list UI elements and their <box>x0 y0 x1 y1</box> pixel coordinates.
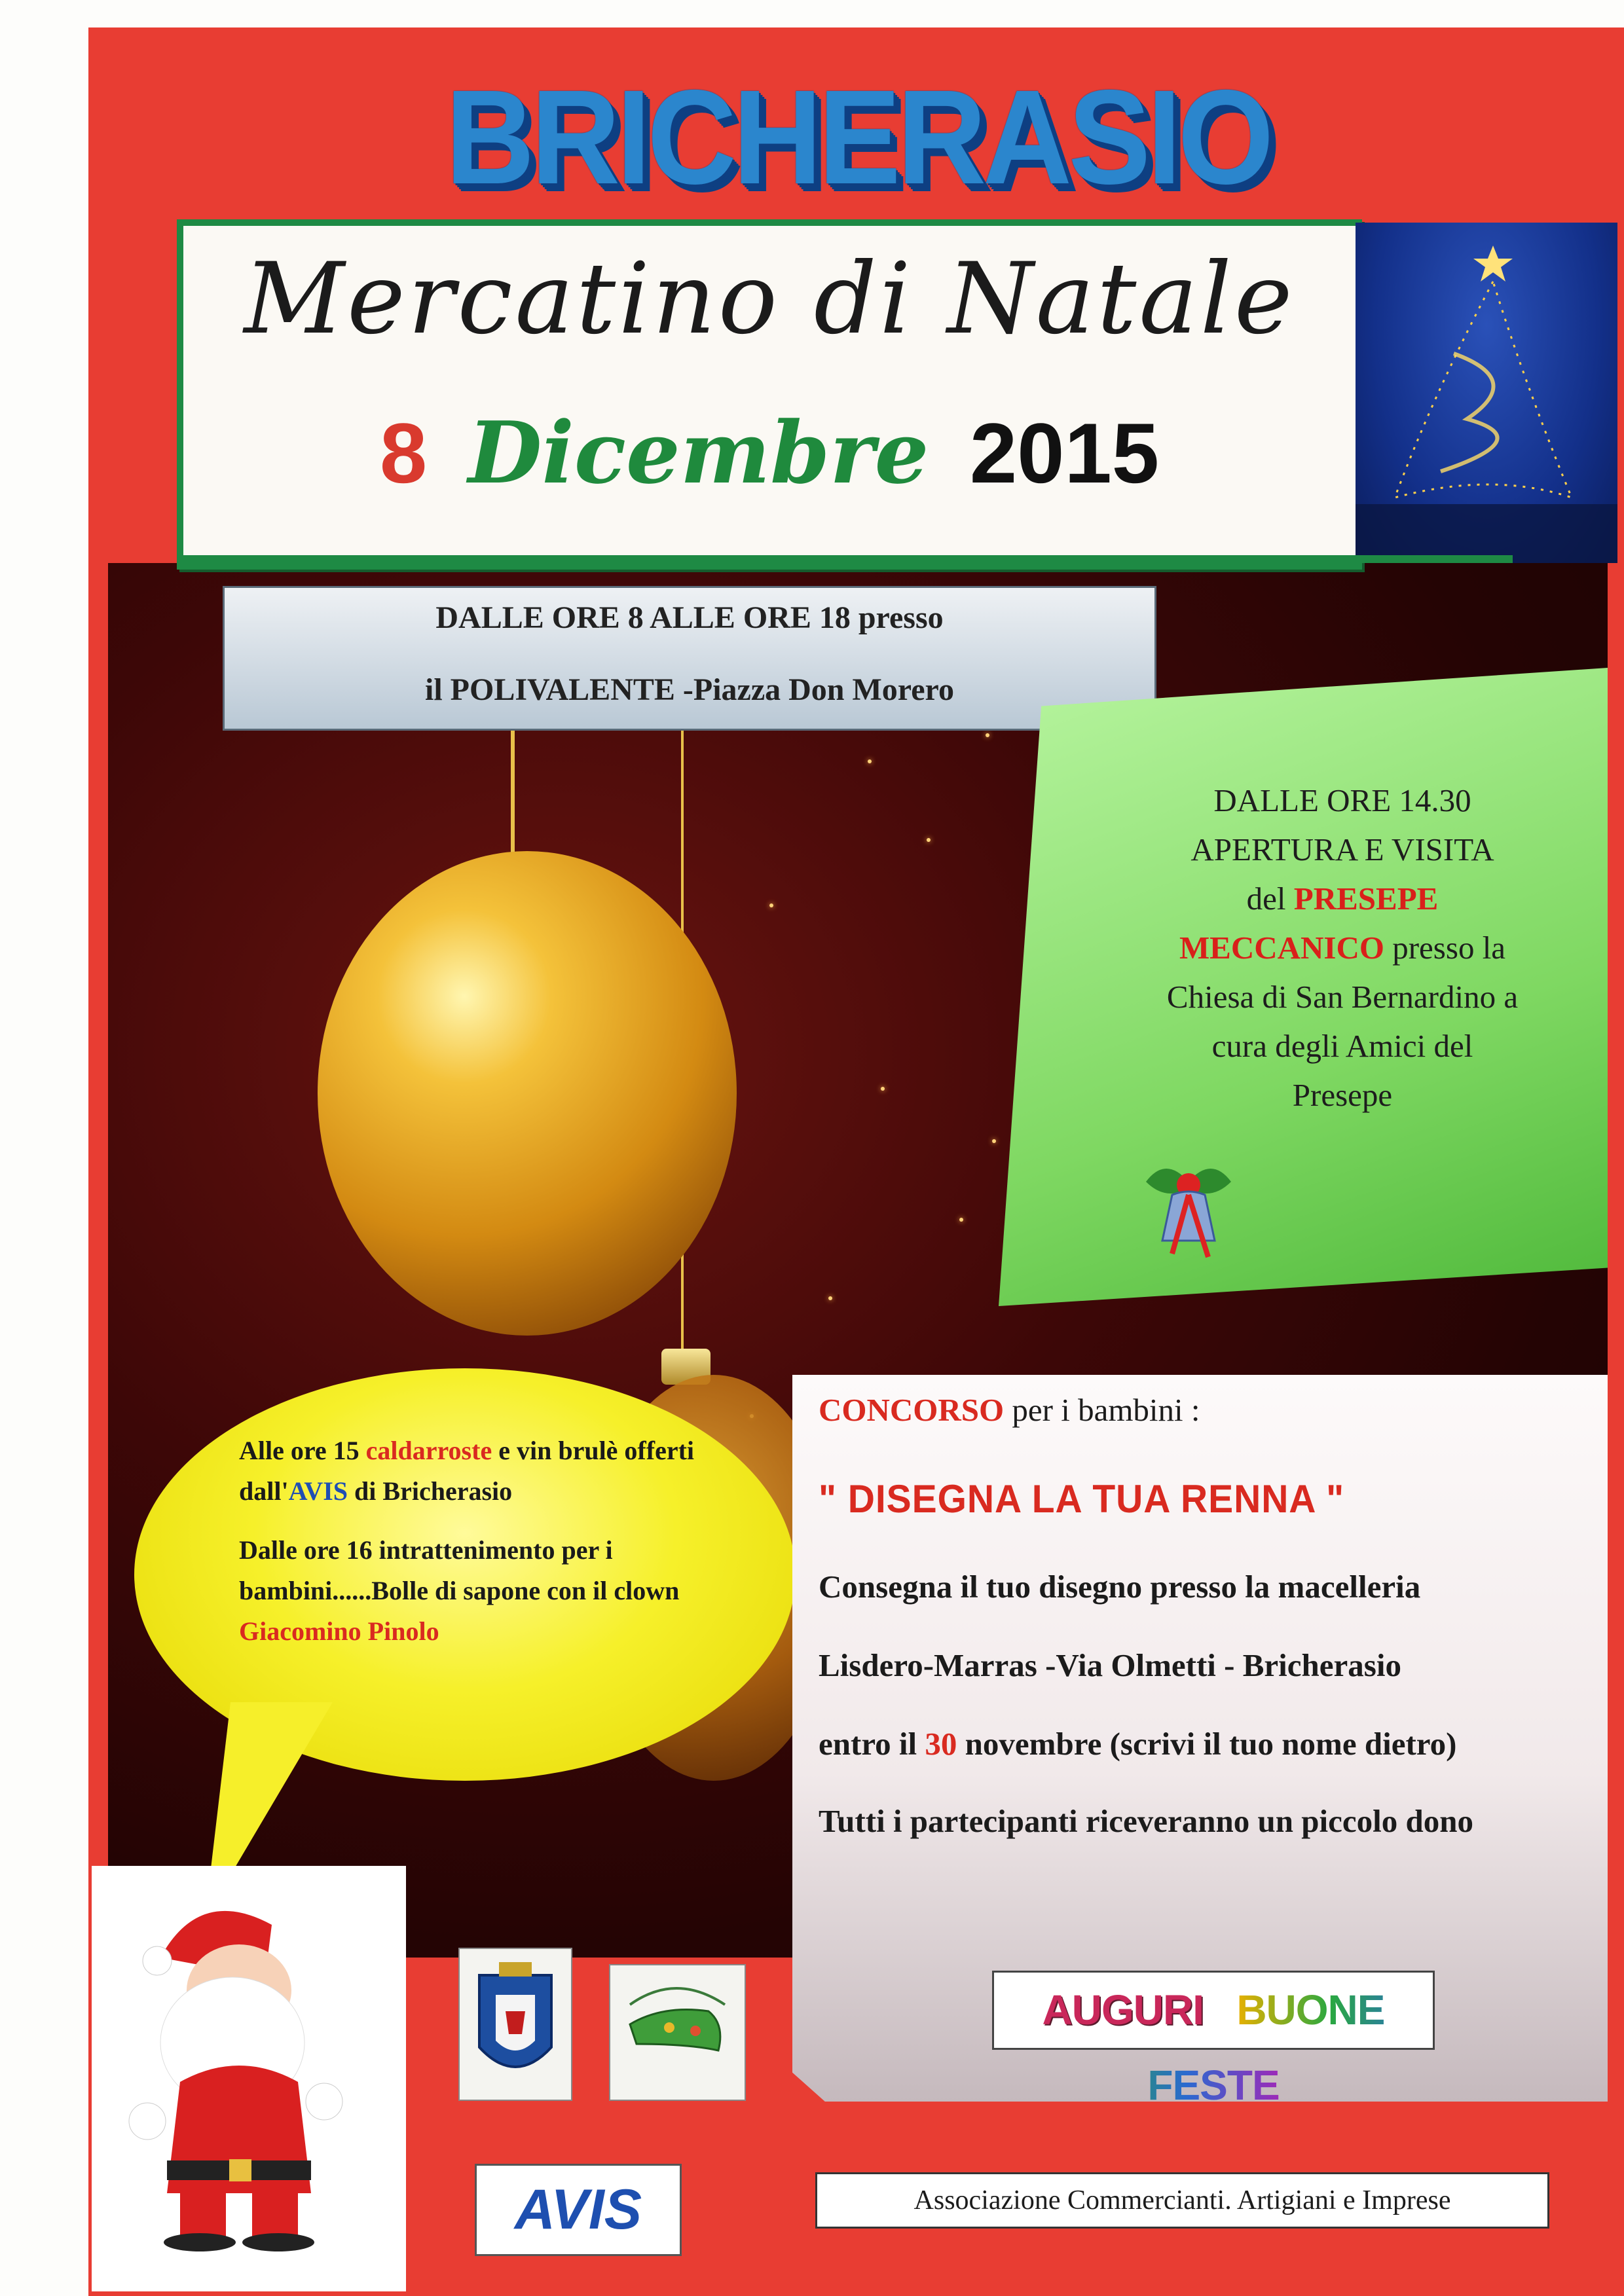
date-month: Dicembre <box>468 403 929 503</box>
ornament-string <box>511 727 515 858</box>
presepe-line: del PRESEPE <box>1246 881 1439 917</box>
footer-association: Associazione Commercianti. Artigiani e Imprese <box>815 2172 1549 2229</box>
greeting-banner <box>992 1971 1435 2109</box>
date-year: 2015 <box>969 405 1160 501</box>
star-tree-icon <box>1356 223 1617 563</box>
event-subtitle: Mercatino di Natale <box>244 242 1295 356</box>
presepe-line: DALLE ORE 14.30 <box>1213 782 1471 818</box>
presepe-line: MECCANICO presso la <box>1179 930 1506 966</box>
crest-icon <box>460 1949 571 2100</box>
town-title: BRICHERASIO <box>445 62 1270 212</box>
contest-heading: CONCORSO per i bambini : <box>819 1392 1200 1428</box>
bubble-paragraph-2: Dalle ore 16 intrattenimento per i bambini......Bolle di sapone con il clown Giacomino Pinolo <box>239 1535 680 1646</box>
avis-logo: AVIS <box>475 2164 682 2256</box>
comune-crest-logo <box>458 1948 572 2101</box>
contest-title: " DISEGNA LA TUA RENNA " <box>819 1477 1345 1521</box>
bubble-text <box>239 1430 704 1670</box>
greeting-word-1: AUGURI <box>1042 1986 1204 2033</box>
sicily-map-icon <box>610 1965 745 2100</box>
hours-box <box>223 586 1156 731</box>
greeting-word-2: BUONE FESTE <box>1147 1986 1385 2109</box>
christmas-bell-icon <box>1126 1142 1251 1267</box>
hours-line-2: il POLIVALENTE -Piazza Don Morero <box>425 672 954 707</box>
header-underline <box>177 555 1513 563</box>
leonardo-sciascia-logo <box>609 1964 746 2101</box>
gold-ornament-ball <box>318 851 737 1336</box>
presepe-text <box>1120 776 1565 1120</box>
presepe-line: Chiesa di San Bernardino a <box>1166 979 1519 1015</box>
hours-line-1: DALLE ORE 8 ALLE ORE 18 presso <box>435 600 944 635</box>
event-date <box>183 403 1356 503</box>
presepe-line: cura degli Amici del <box>1211 1028 1473 1064</box>
contest-line: Lisdero-Marras -Via Olmetti - Bricherasio <box>819 1647 1401 1683</box>
presepe-line: APERTURA E VISITA <box>1190 831 1494 867</box>
contest-line: Tutti i partecipanti riceveranno un piccolo dono <box>819 1803 1474 1839</box>
presepe-line: Presepe <box>1292 1077 1393 1113</box>
bubble-paragraph-1: Alle ore 15 caldarroste e vin brulè offerti dall'AVIS di Bricherasio <box>239 1436 695 1506</box>
santa-claus-icon <box>101 1886 403 2252</box>
contest-line: Consegna il tuo disegno presso la macelleria <box>819 1569 1421 1605</box>
christmas-tree-image <box>1356 223 1617 563</box>
contest-line: entro il 30 novembre (scrivi il tuo nome dietro) <box>819 1726 1457 1762</box>
date-day: 8 <box>379 405 428 501</box>
